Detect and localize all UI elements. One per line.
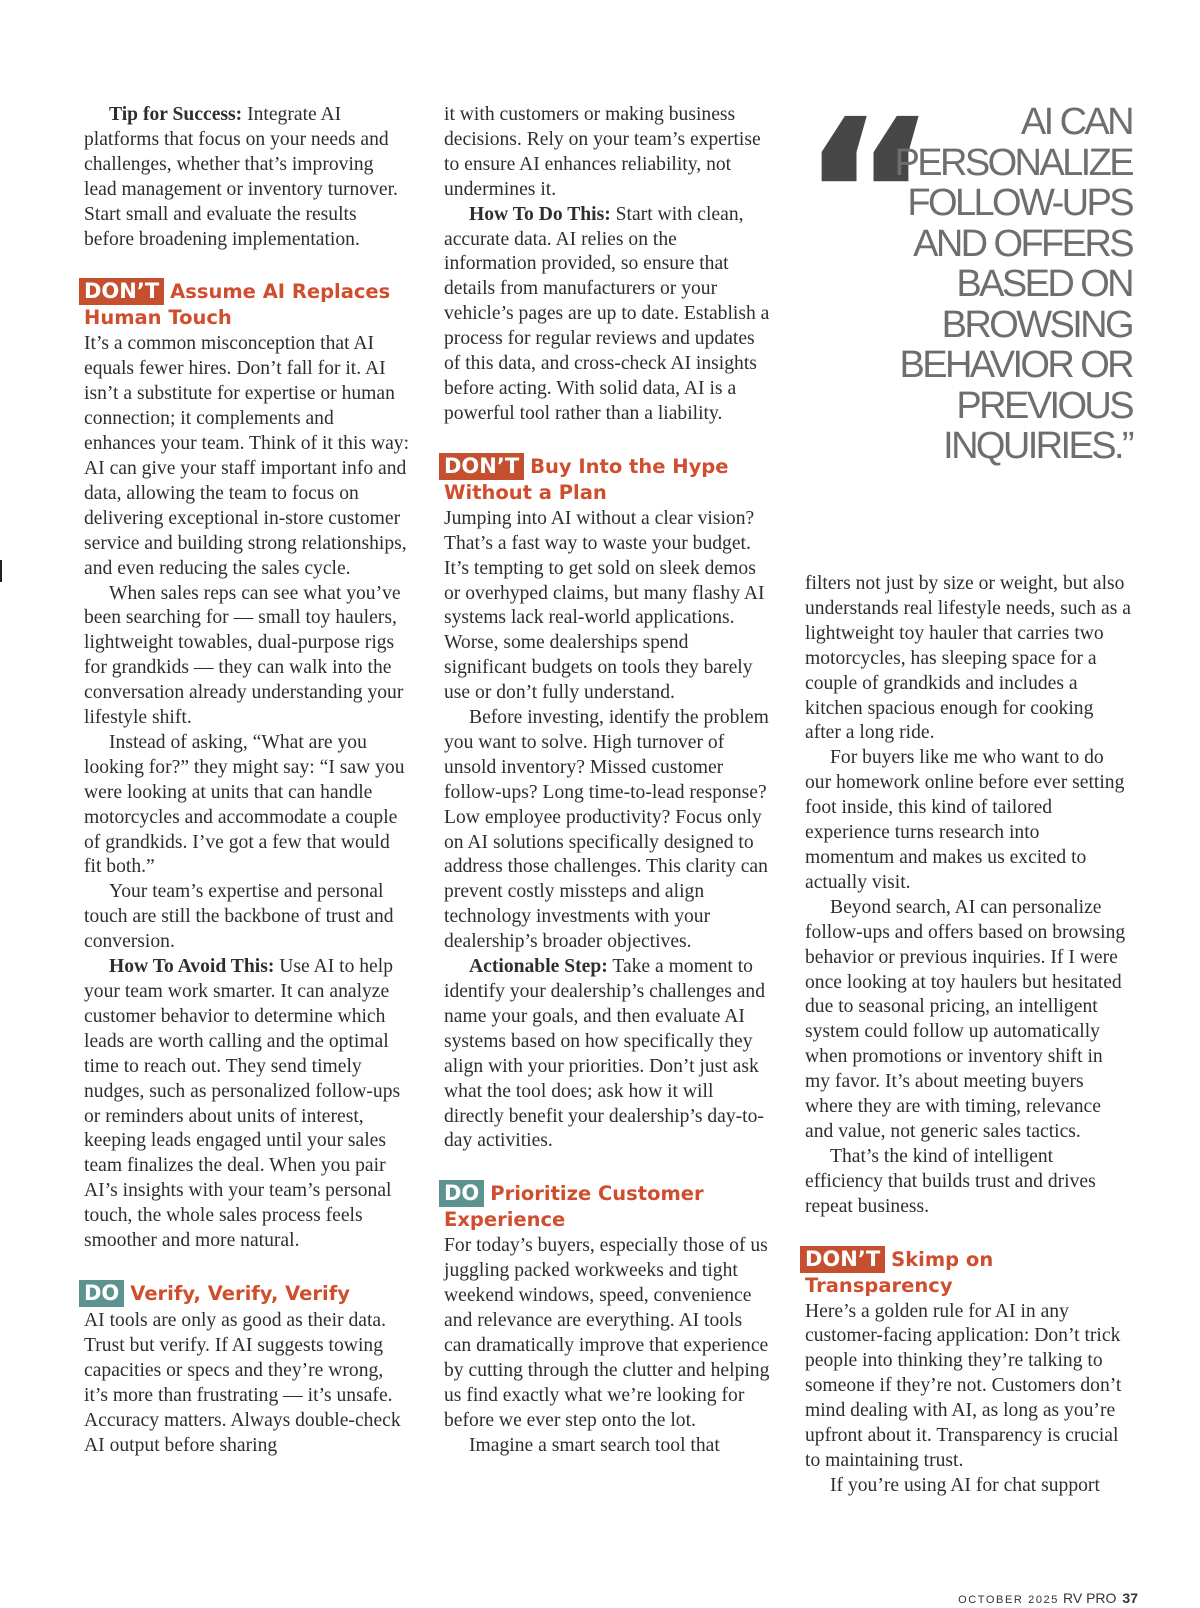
- body-paragraph: AI tools are only as good as their data. Trust but verify. If AI suggests towing capacities or specs and they’re wrong, it’s more than frustrating — it’s unsafe. Accuracy matters. Always double-check AI output before sharing: [84, 1309, 401, 1456]
- body-paragraph: it with customers or making business decisions. Rely on your team’s expertise to ensure AI enhances reliability, not undermines it.: [444, 104, 761, 200]
- tip-paragraph: [84, 103, 410, 252]
- section-heading-verify: [84, 1280, 410, 1307]
- dont-tag: DON’T: [800, 1246, 885, 1273]
- how-to-do-text: Start with clean, accurate data. AI relies on the information provided, so ensure that details from manufacturers or your vehicle’s pages are up to date. Establish a process for regular reviews and updates of this data, and cross-check AI insights before acting. With solid data, AI is a powerful tool rather than a liability.: [444, 203, 770, 424]
- page-number: 37: [1122, 1590, 1138, 1606]
- how-to-avoid-text: Use AI to help your team work smarter. It can analyze customer behavior to determine which leads are worth calling and the optimal time to reach out. They send timely nudges, such as personalized follow-ups or reminders about units of interest, keeping leads engaged until your sales team finalizes the deal. When you pair AI’s insights with your team’s personal touch, the whole sales process feels smoother and more natural.: [84, 956, 401, 1252]
- column-3: [805, 572, 1131, 1499]
- section-heading-transparency: [805, 1246, 1131, 1298]
- body-paragraph: It’s a common misconception that AI equals fewer hires. Don’t fall for it. AI isn’t a substitute for expertise or human connection; it complements and enhances your team. Think of it this way: AI can give your staff important info and data, allowing the team to focus on delivering exceptional in-store customer service and building strong relationships, and even reducing the sales cycle.: [84, 333, 410, 579]
- body-paragraph: If you’re using AI for chat support: [830, 1474, 1100, 1496]
- quote-mark-icon: “: [800, 74, 921, 319]
- pull-quote: [800, 74, 1132, 480]
- heading-title: Assume AI Replaces Human Touch: [84, 280, 391, 330]
- do-tag: DO: [439, 1180, 484, 1207]
- section-heading-hype: [444, 453, 770, 505]
- column-2: [444, 103, 770, 1459]
- section-heading-customer-experience: [444, 1180, 770, 1232]
- dont-tag: DON’T: [439, 453, 524, 480]
- body-paragraph: Instead of asking, “What are you looking for?” they might say: “I saw you were looking at units that can handle motorcycles and accommodate a couple of grandkids. I’ve got a few that would fit both.”: [84, 731, 405, 878]
- actionable-step-label: Actionable Step:: [469, 956, 608, 978]
- heading-title: Verify, Verify, Verify: [130, 1281, 350, 1305]
- body-paragraph: Your team’s expertise and personal touch are still the backbone of trust and conversion.: [84, 881, 394, 953]
- actionable-step-paragraph: [444, 955, 770, 1154]
- body-paragraph: For today’s buyers, especially those of us juggling packed workweeks and tight weekend windows, speed, convenience and relevance are everything. AI tools can dramatically improve that experience by cutting through the clutter and helping us find exactly what we’re looking for before we ever step onto the lot.: [444, 1235, 770, 1431]
- body-paragraph: That’s the kind of intelligent efficiency that builds trust and drives repeat business.: [805, 1145, 1096, 1217]
- pull-quote-text: AI CAN PERSONALIZE FOLLOW-UPS AND OFFERS BASED ON BROWSING BEHAVIOR OR PREVIOUS INQUIRIES.”: [894, 101, 1132, 467]
- heading-title: Buy Into the Hype Without a Plan: [444, 454, 729, 504]
- tip-label: Tip for Success:: [109, 104, 243, 125]
- page-edge-mark: [0, 560, 2, 582]
- body-paragraph: Beyond search, AI can personalize follow-ups and offers based on browsing behavior or previous inquiries. If I were once looking at toy haulers but hesitated due to seasonal pricing, an intelligent system could follow up automatically when promotions or inventory shift in my favor. It’s about meeting buyers where they are with timing, relevance and value, not generic sales tactics.: [805, 896, 1126, 1142]
- page-footer: [958, 1590, 1138, 1608]
- section-heading-human-touch: [84, 278, 410, 330]
- actionable-step-text: Take a moment to identify your dealership’s challenges and name your goals, and then evaluate AI systems based on how specifically they align with your priorities. Don’t just ask what the tool does; ask how it will directly benefit your dealership’s day-to-day activities.: [444, 956, 766, 1152]
- how-to-do-paragraph: [444, 203, 770, 427]
- body-paragraph: Jumping into AI without a clear vision? That’s a fast way to waste your budget. It’s tempting to get sold on sleek demos or overhyped claims, but many flashy AI systems lack real-world applications. Worse, some dealerships spend significant budgets on tools they barely use or don’t fully understand.: [444, 507, 765, 704]
- body-paragraph: Imagine a smart search tool that: [469, 1434, 720, 1456]
- body-paragraph: When sales reps can see what you’ve been searching for — small toy haulers, lightweight towables, dual-purpose rigs for grandkids — they can walk into the conversation already understanding your lifestyle shift.: [84, 582, 404, 729]
- body-paragraph: filters not just by size or weight, but also understands real lifestyle needs, such as a lightweight toy hauler that carries two motorcycles, has sleeping space for a couple of grandkids and includes a kitchen spacious enough for cooking after a long ride.: [805, 573, 1131, 744]
- dont-tag: DON’T: [79, 278, 164, 305]
- heading-title: Skimp on Transparency: [805, 1247, 994, 1297]
- how-to-do-label: How To Do This:: [469, 203, 611, 225]
- issue-date: OCTOBER 2025: [958, 1594, 1059, 1606]
- how-to-avoid-paragraph: [84, 955, 410, 1254]
- body-paragraph: Before investing, identify the problem you want to solve. High turnover of unsold inventory? Missed customer follow-ups? Long time-to-lead response? Low employee productivity? Focus only on AI solutions specifically designed to address those challenges. This clarity can prevent costly missteps and align technology investments with your dealership’s broader objectives.: [444, 707, 769, 953]
- publication-name: RV PRO: [1062, 1590, 1117, 1606]
- how-to-avoid-label: How To Avoid This:: [109, 956, 275, 978]
- tip-text: Integrate AI platforms that focus on your needs and challenges, whether that’s improving lead management or inventory turnover. Start small and evaluate the results before broadening implementation.: [84, 104, 398, 250]
- column-1: [84, 103, 410, 1458]
- heading-title: Prioritize Customer Experience: [444, 1182, 704, 1232]
- body-paragraph: For buyers like me who want to do our homework online before ever setting foot inside, this kind of tailored experience turns research into momentum and makes us excited to actually visit.: [805, 747, 1125, 893]
- body-paragraph: Here’s a golden rule for AI in any customer-facing application: Don’t trick people into thinking they’re talking to someone if they’re not. Customers don’t mind dealing with AI, as long as you’re upfront about it. Transparency is crucial to maintaining trust.: [805, 1300, 1122, 1471]
- do-tag: DO: [79, 1280, 124, 1307]
